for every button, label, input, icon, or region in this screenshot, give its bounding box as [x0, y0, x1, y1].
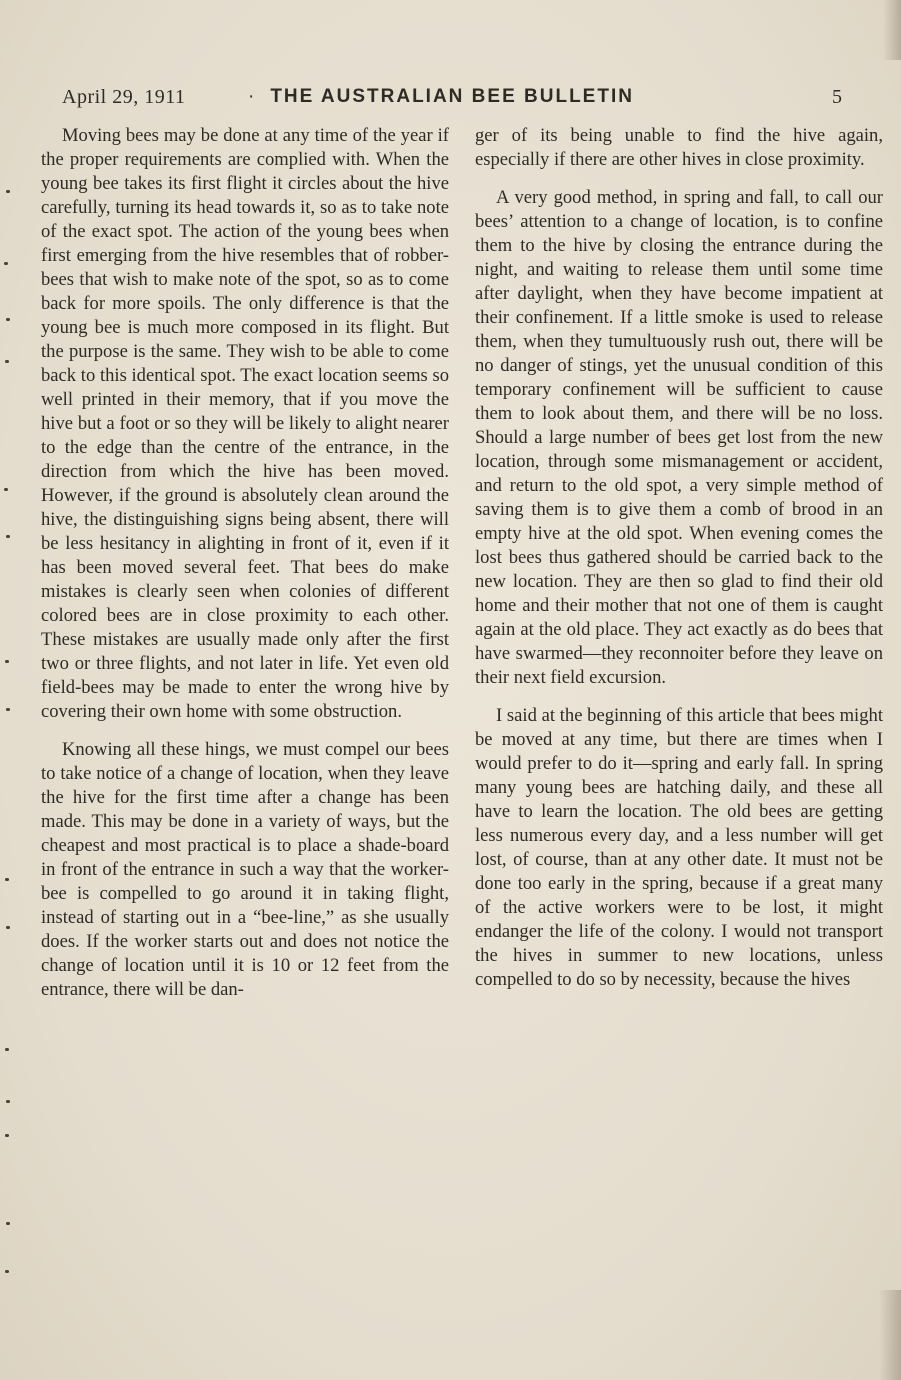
right-column [475, 124, 883, 992]
binding-mark [6, 190, 10, 193]
paragraph: Knowing all these hings, we must compel our bees to take notice of a change of location, when they leave the hive for the first time after a change has been made. This may be done in a variety of ways, but the cheapest and most practical is to place a shade-board in front of the entrance in such a way that the worker-bee is compelled to go around it in taking flight, instead of starting out in a “bee-line,” as she usually does. If the worker starts out and does not notice the change of location until it is 10 or 12 feet from the entrance, there will be dan- [41, 739, 449, 1000]
binding-mark [6, 926, 10, 929]
header-date: April 29, 1911 [62, 86, 186, 108]
binding-mark [5, 1270, 9, 1273]
binding-mark [6, 1222, 10, 1225]
binding-mark [6, 708, 10, 711]
paragraph-continuation: ger of its being unable to find the hive again, especially if there are other hives in close proximity. [475, 125, 883, 170]
paragraph: I said at the beginning of this article that bees might be moved at any time, but there are times when I would prefer to do it—spring and early fall. In spring many young bees are hatching daily, and these all have to learn the location. The old bees are getting less numerous every day, and a less number will get lost, of course, than at any other date. It must not be done too early in the spring, because if a great many of the active workers were to be lost, it might endanger the life of the colony. I would not transport the hives in summer to new locations, unless compelled to do so by necessity, because the hives [475, 705, 883, 990]
page-number: 5 [832, 86, 842, 108]
header-separator: · [248, 86, 257, 107]
binding-mark [5, 660, 9, 663]
binding-mark [5, 878, 9, 881]
publication-title [248, 86, 634, 108]
binding-mark [5, 1134, 9, 1137]
binding-mark [6, 1100, 10, 1103]
page-corner-shadow [883, 0, 901, 60]
binding-mark [5, 360, 9, 363]
binding-mark [5, 1048, 9, 1051]
header-title-text: THE AUSTRALIAN BEE BULLETIN [270, 86, 634, 107]
page-corner-shadow-bottom [879, 1290, 901, 1380]
binding-mark [6, 535, 10, 538]
binding-mark [4, 488, 8, 491]
left-column [41, 124, 449, 1002]
running-header [60, 84, 850, 114]
binding-mark [6, 318, 10, 321]
paragraph: Moving bees may be done at any time of the year if the proper requirements are complied with. When the young bee takes its first flight it circles about the hive carefully, turning its head towards it, so as to take note of the exact spot. The action of the young bees when first emerging from the hive resembles that of robber-bees that wish to make note of the spot, so as to come back for more spoils. The only difference is that the young bee is much more composed in its flight. But the purpose is the same. They wish to be able to come back to this identical spot. The exact location seems so well printed in their memory, that if you move the hive but a foot or so they will be likely to alight nearer to the edge than the centre of the entrance, in the direction from which the hive has been moved. However, if the ground is absolutely clean around the hive, the distinguishing signs being absent, there will be less hesitancy in alighting in front of it, even if it has been moved several feet. That bees do make mistakes is clearly seen when colonies of different colored bees are in close proximity to each other. These mistakes are usually made only after the first two or three flights, and not later in life. Yet even old field-bees may be made to enter the wrong hive by covering their own home with some obstruction. [41, 125, 449, 722]
binding-mark [4, 262, 8, 265]
paragraph: A very good method, in spring and fall, to call our bees’ attention to a change of location, is to confine them to the hive by closing the entrance during the night, and waiting to release them until some time after daylight, when they have become impatient at their confinement. If a little smoke is used to release them, when they tumultuously rush out, there will be no danger of stings, yet the unusual condition of this temporary confinement will be sufficient to cause them to look about them, and there will be no loss. Should a large number of bees get lost from the new location, through some mismanagement or accident, and return to the old spot, a very simple method of saving them is to give them a comb of brood in an empty hive at the old spot. When evening comes the lost bees thus gathered should be carried back to the new location. They are then so glad to find their old home and their mother that not one of them is caught again at the old place. They act exactly as do bees that have swarmed—they reconnoiter before they leave on their next field excursion. [475, 187, 883, 688]
